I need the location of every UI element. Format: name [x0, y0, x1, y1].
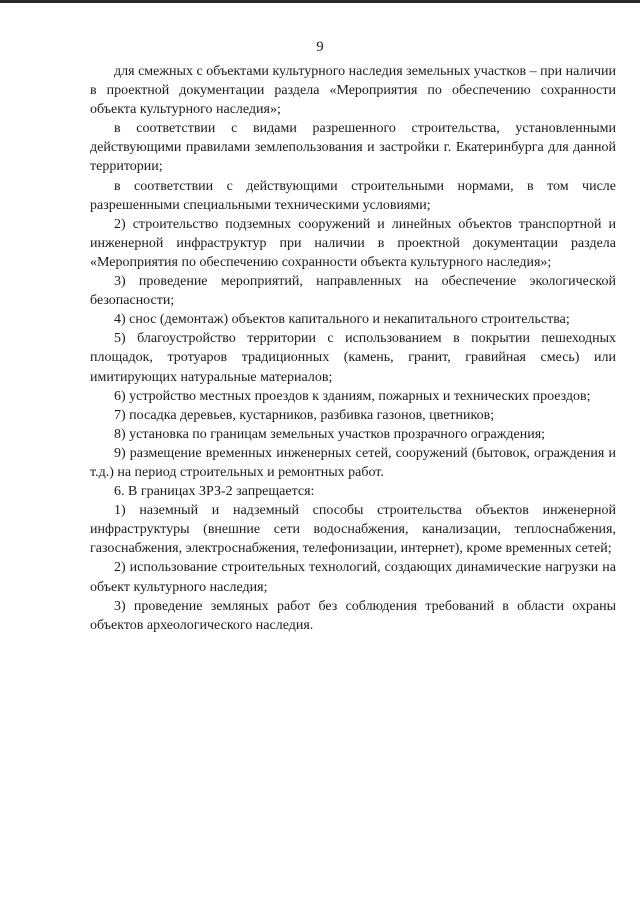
- paragraph: 8) установка по границам земельных участков прозрачного ограждения;: [114, 426, 546, 442]
- paragraph: 6) устройство местных проездов к зданиям, пожарных и технических проездов;: [114, 388, 591, 404]
- paragraph: 1) наземный и надземный способы строительства объектов инженерной инфраструктуры (внешние сети водоснабжения, канализации, теплоснабжения, газоснабжения, электроснабжения, телефонизации, интернет), кроме временных сетей;: [90, 503, 616, 557]
- paragraph: для смежных с объектами культурного наследия земельных участков – при наличии в проектной документации раздела «Мероприятия по обеспечению сохранности объекта культурного наследия»;: [90, 64, 616, 118]
- paragraph: 4) снос (демонтаж) объектов капитального и некапитального строительства;: [114, 312, 570, 328]
- paragraph: 9) размещение временных инженерных сетей, сооружений (бытовок, ограждения и т.д.) на период строительных и ремонтных работ.: [90, 445, 616, 480]
- paragraph: в соответствии с видами разрешенного строительства, установленными действующими правилами землепользования и застройки г. Екатеринбурга для данной территории;: [90, 121, 616, 175]
- paragraph: 5) благоустройство территории с использованием в покрытии пешеходных площадок, тротуаров традиционных (камень, гранит, гравийная смесь) или имитирующих натуральные материалов;: [90, 331, 616, 385]
- paragraph: 2) использование строительных технологий, создающих динамические нагрузки на объект культурного наследия;: [90, 560, 616, 595]
- paragraph: 7) посадка деревьев, кустарников, разбивка газонов, цветников;: [114, 407, 495, 423]
- document-body: [90, 62, 616, 635]
- paragraph: 3) проведение мероприятий, направленных на обеспечение экологической безопасности;: [90, 274, 616, 309]
- paragraph: 2) строительство подземных сооружений и линейных объектов транспортной и инженерной инфраструктур при наличии в проектной документации раздела «Мероприятия по обеспечению сохранности объекта культурного наследия»;: [90, 216, 616, 270]
- section-heading: 6. В границах ЗРЗ-2 запрещается:: [114, 484, 315, 500]
- paragraph: 3) проведение земляных работ без соблюдения требований в области охраны объектов археологического наследия.: [90, 598, 616, 633]
- page-number: 9: [316, 39, 324, 55]
- paragraph: в соответствии с действующими строительными нормами, в том числе разрешенными специальными техническими условиями;: [90, 178, 616, 213]
